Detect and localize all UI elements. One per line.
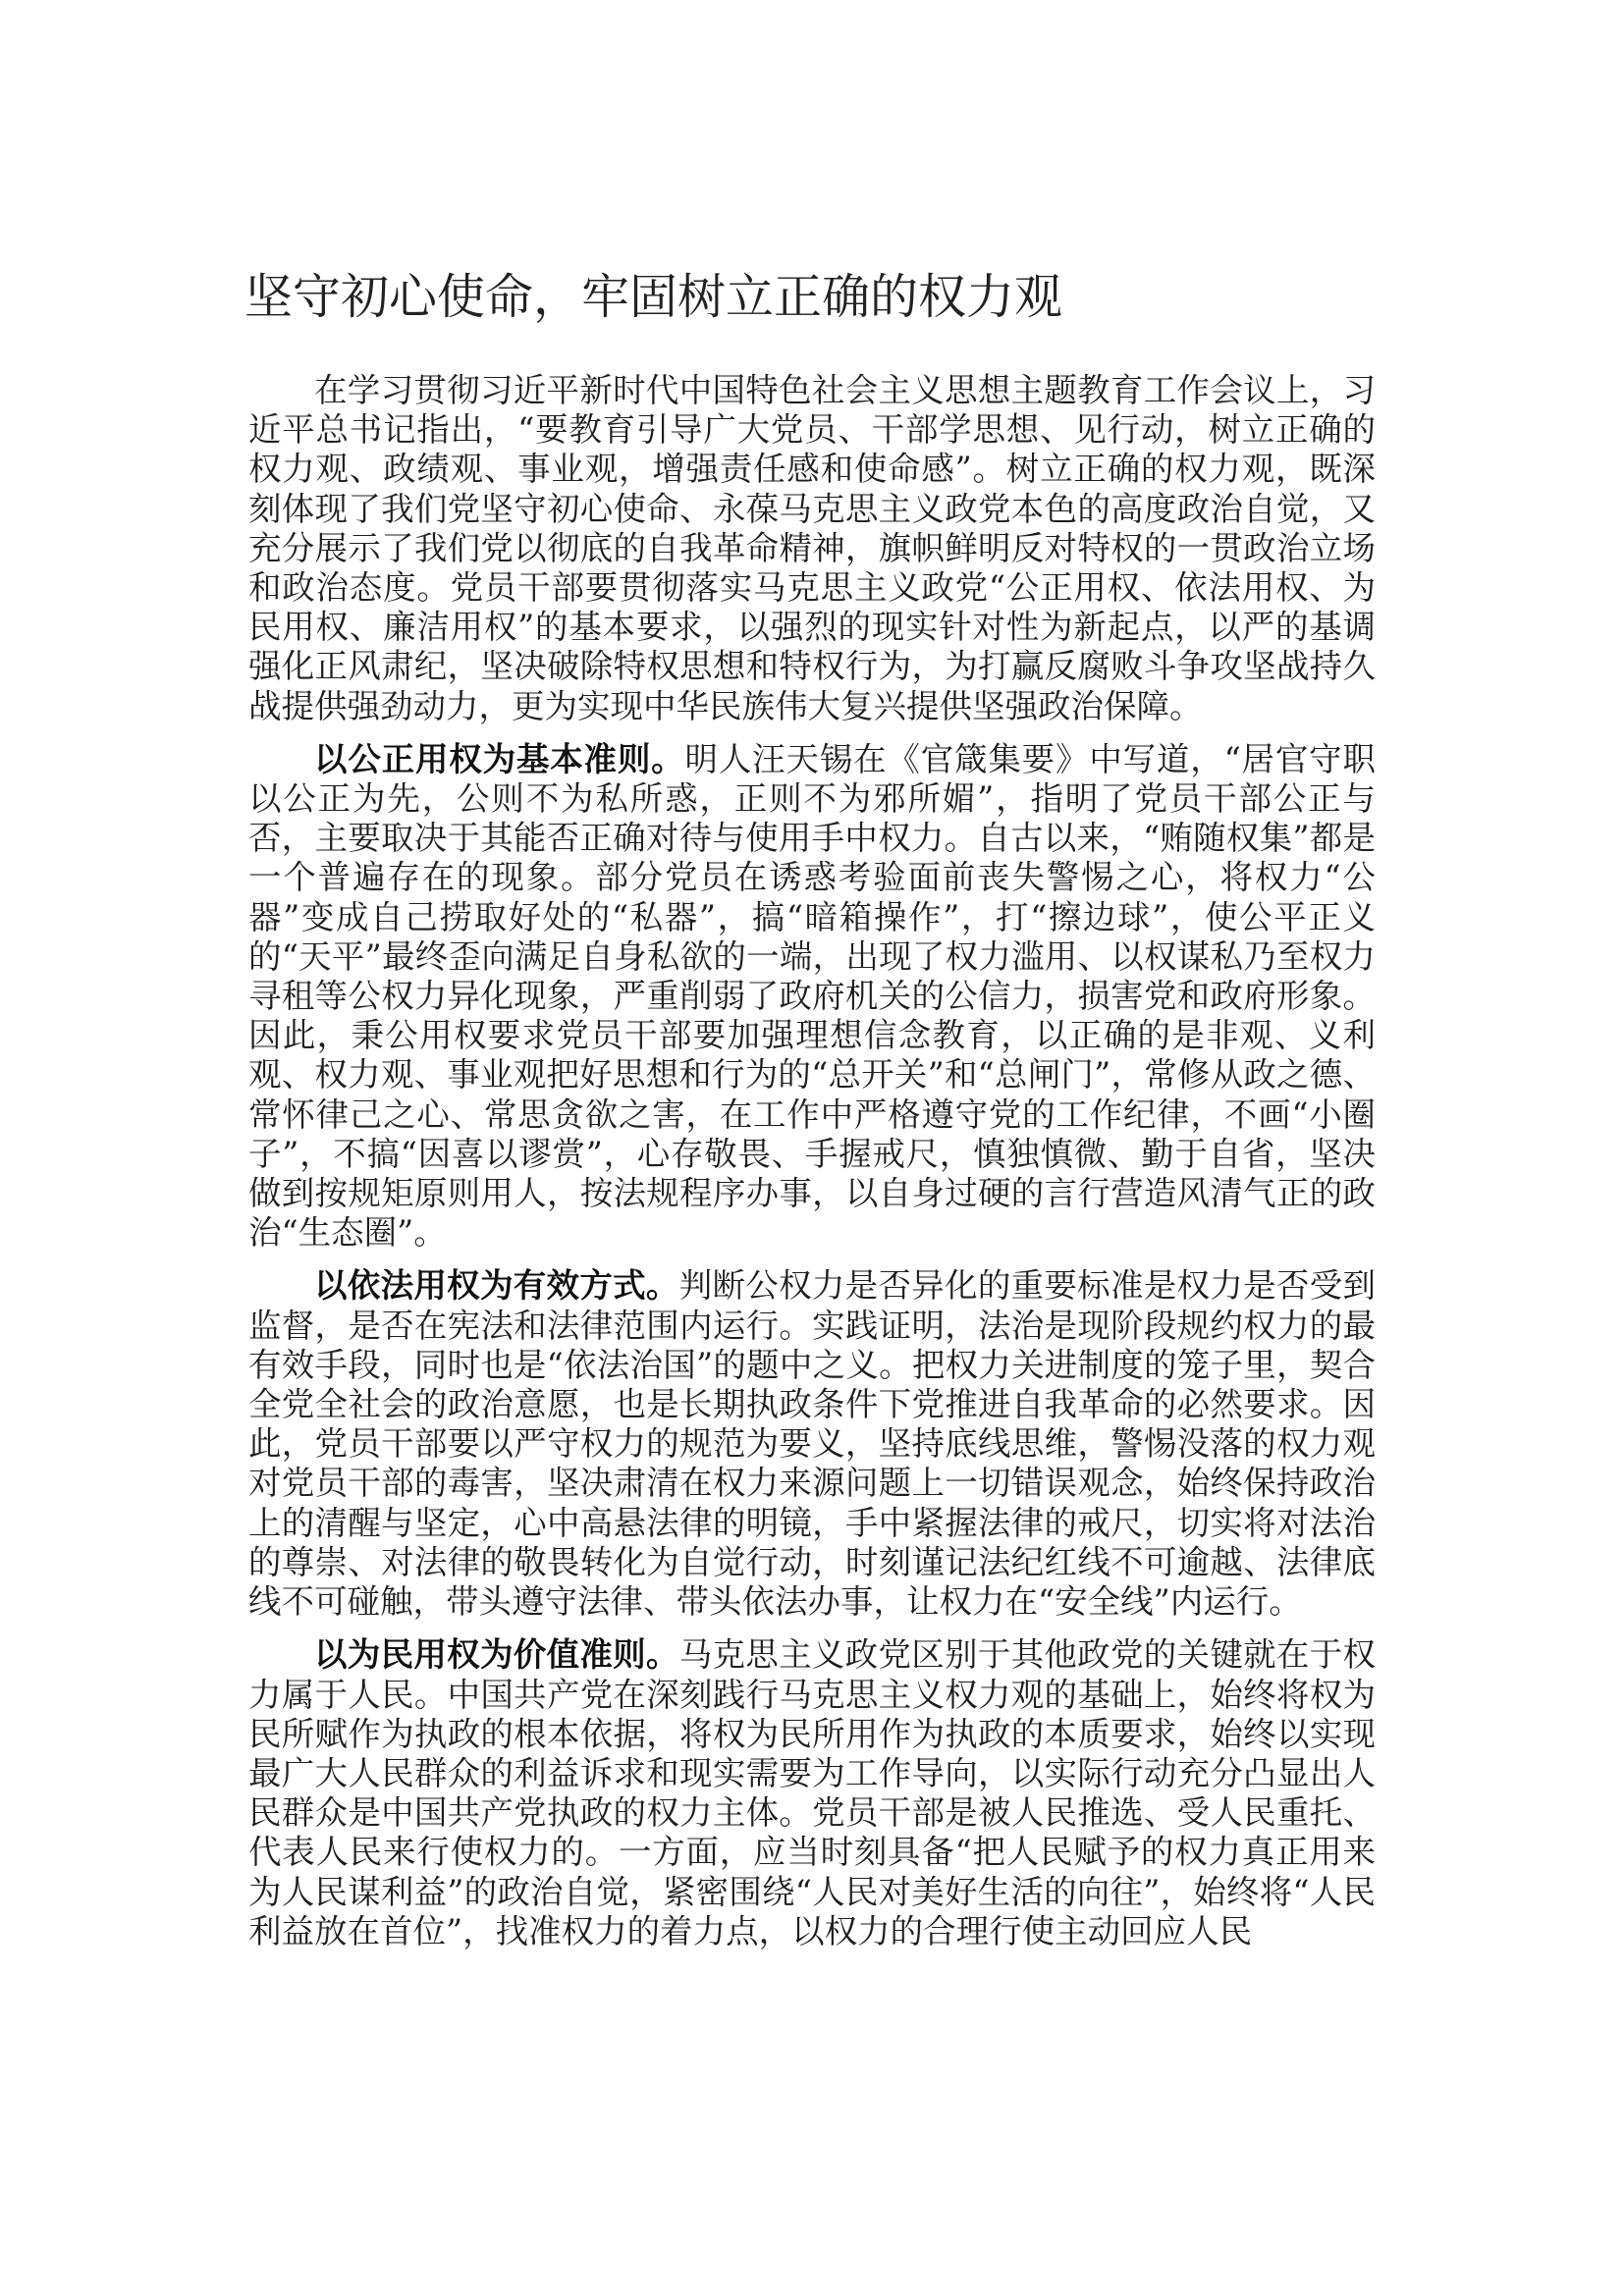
paragraph-lead-heading: 以依法用权为有效方式。 <box>314 1266 679 1306</box>
paragraph-fair-use-of-power <box>248 740 1376 1254</box>
paragraph-text: 判断公权力是否异化的重要标准是权力是否受到监督，是否在宪法和法律范围内运行。实践证明，法治是现阶段规约权力的最有效手段，同时也是“依法治国”的题中之义。把权力关进制度的笼子里，契合全党全社会的政治意愿，也是长期执政条件下党推进自我革命的必然要求。因此，党员干部要以严守权力的规范为要义，坚持底线思维，警惕没落的权力观对党员干部的毒害，坚决肃清在权力来源问题上一切错误观念，始终保持政治上的清醒与坚定，心中高悬法律的明镜，手中紧握法律的戒尺，切实将对法治的尊崇、对法律的敬畏转化为自觉行动，时刻谨记法纪红线不可逾越、法律底线不可碰触，带头遵守法律、带头依法办事，让权力在“安全线”内运行。 <box>248 1266 1377 1622</box>
paragraph-lawful-use-of-power <box>248 1266 1376 1622</box>
paragraph-use-power-for-people <box>248 1635 1376 1951</box>
paragraph-text: 明人汪天锡在《官箴集要》中写道，“居官守职以公正为先，公则不为私所惑，正则不为邪所媚”，指明了党员干部公正与否，主要取决于其能否正确对待与使用手中权力。自古以来，“贿随权集”都是一个普遍存在的现象。部分党员在诱惑考验面前丧失警惕之心，将权力“公器”变成自己捞取好处的“私器”，搞“暗箱操作”，打“擦边球”，使公平正义的“天平”最终歪向满足自身私欲的一端，出现了权力滥用、以权谋私乃至权力寻租等公权力异化现象，严重削弱了政府机关的公信力，损害党和政府形象。因此，秉公用权要求党员干部要加强理想信念教育，以正确的是非观、义利观、权力观、事业观把好思想和行为的“总开关”和“总闸门”，常修从政之德、常怀律己之心、常思贪欲之害，在工作中严格遵守党的工作纪律，不画“小圈子”，不搞“因喜以谬赏”，心存敬畏、手握戒尺，慎独慎微、勤于自省，坚决做到按规矩原则用人，按法规程序办事，以自身过硬的言行营造风清气正的政治“生态圈”。 <box>248 739 1376 1253</box>
paragraph-lead-heading: 以为民用权为价值准则。 <box>314 1635 679 1675</box>
paragraph-intro <box>248 371 1376 726</box>
document-title: 坚守初心使命，牢固树立正确的权力观 <box>244 269 1063 325</box>
paragraph-text: 在学习贯彻习近平新时代中国特色社会主义思想主题教育工作会议上，习近平总书记指出，“要教育引导广大党员、干部学思想、见行动，树立正确的权力观、政绩观、事业观，增强责任感和使命感”。树立正确的权力观，既深刻体现了我们党坚守初心使命、永葆马克思主义政党本色的高度政治自觉，又充分展示了我们党以彻底的自我革命精神，旗帜鲜明反对特权的一贯政治立场和政治态度。党员干部要贯彻落实马克思主义政党“公正用权、依法用权、为民用权、廉洁用权”的基本要求，以强烈的现实针对性为新起点，以严的基调强化正风肃纪，坚决破除特权思想和特权行为，为打赢反腐败斗争攻坚战持久战提供强劲动力，更为实现中华民族伟大复兴提供坚强政治保障。 <box>248 371 1376 725</box>
paragraph-lead-heading: 以公正用权为基本准则。 <box>314 739 685 778</box>
document-page <box>244 261 1377 1965</box>
paragraph-text: 马克思主义政党区别于其他政党的关键就在于权力属于人民。中国共产党在深刻践行马克思主义权力观的基础上，始终将权为民所赋作为执政的根本依据，将权为民所用作为执政的本质要求，始终以实现最广大人民群众的利益诉求和现实需要为工作导向，以实际行动充分凸显出人民群众是中国共产党执政的权力主体。党员干部是被人民推选、受人民重托、代表人民来行使权力的。一方面，应当时刻具备“把人民赋予的权力真正用来为人民谋利益”的政治自觉，紧密围绕“人民对美好生活的向往”，始终将“人民利益放在首位”，找准权力的着力点，以权力的合理行使主动回应人民 <box>248 1635 1377 1950</box>
